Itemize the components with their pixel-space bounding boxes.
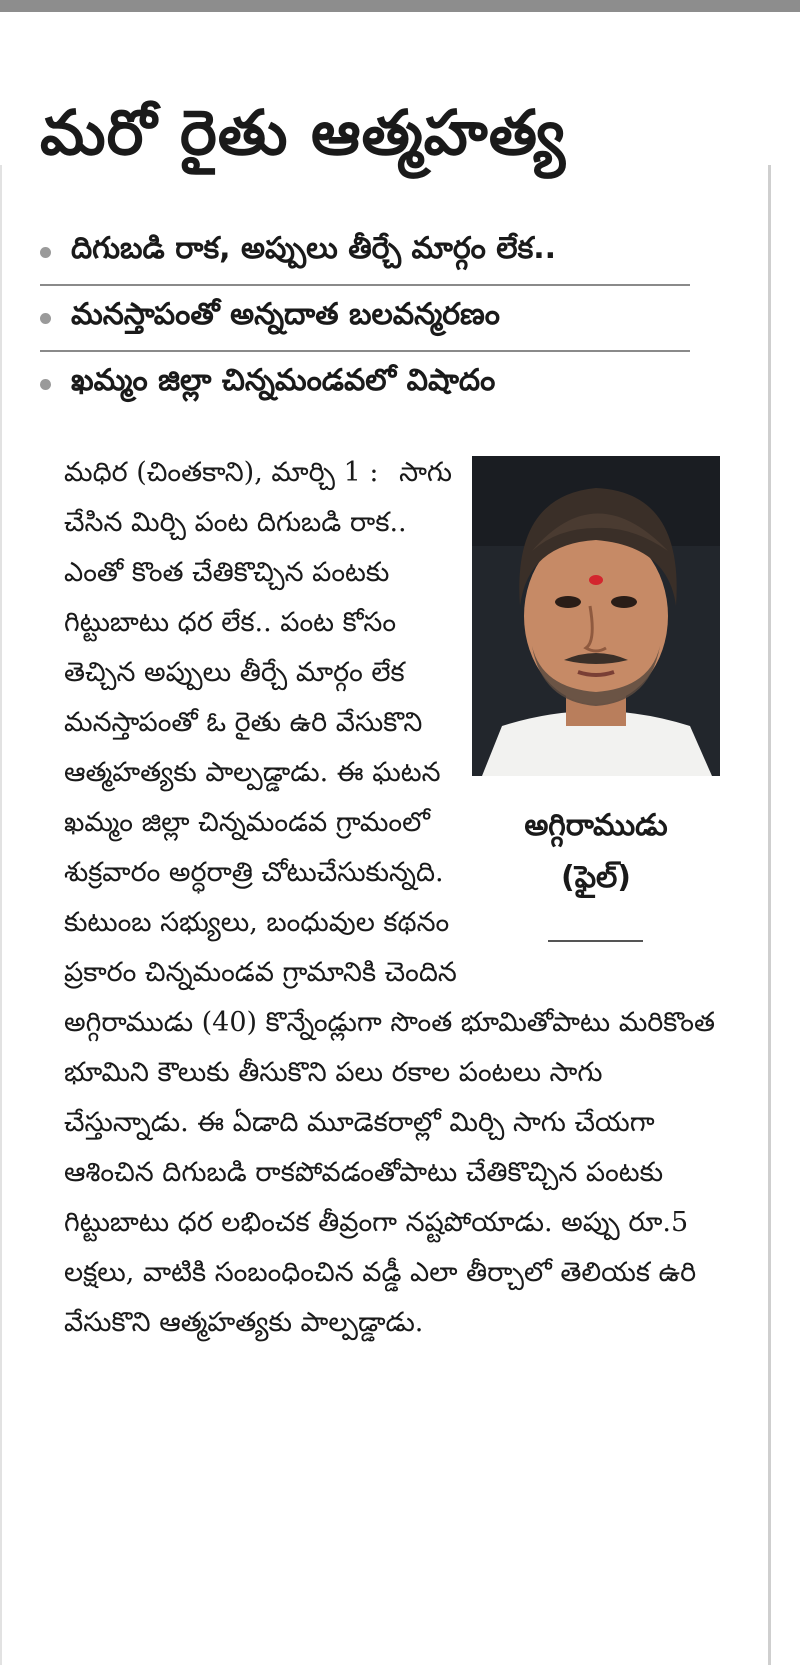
bullet-icon (40, 313, 51, 324)
subheading-1 (40, 220, 690, 286)
headline: మరో రైతు ఆత్మహత్య (40, 96, 567, 169)
dateline: మధిర (చింతకాని), మార్చి 1 : (64, 457, 379, 488)
subheadings (40, 220, 690, 416)
caption-tag: (ఫైల్) (560, 860, 632, 895)
article-body (64, 448, 728, 1348)
subheading-text: మనస్తాపంతో అన్నదాత బలవన్మరణం (71, 297, 501, 332)
caption-name: అగ్గిరాముడు (524, 808, 668, 843)
subheading-3 (40, 352, 690, 416)
body-text: సాగు చేసిన మిర్చి పంట దిగుబడి రాక.. ఎంతో కొంత చేతికొచ్చిన పంటకు గిట్టుబాటు ధర లేక.. పంట కోసం తెచ్చిన అప్పులు తీర్చే మార్గం లేక మనస్తాపంతో ఓ రైతు ఉరి వేసుకొని ఆత్మహత్యకు పాల్పడ్డాడు. ఈ ఘటన ఖమ్మం జిల్లా చిన్నమండవ గ్రామంలో శుక్రవారం అర్ధరాత్రి చోటుచేసుకున్నది. కుటుంబ సభ్యులు, బంధువుల కథనం ప్రకారం చిన్నమండవ గ్రామానికి చెందిన అగ్గిరాముడు (40) కొన్నేండ్లుగా సొంత భూమితోపాటు మరికొంత భూమిని కౌలుకు తీసుకొని పలు రకాల పంటలు సాగు చేస్తున్నాడు. ఈ ఏడాది మూడెకరాల్లో మిర్చి సాగు చేయగా ఆశించిన దిగుబడి రాకపోవడంతోపాటు చేతికొచ్చిన పంటకు గిట్టుబాటు ధర లభించక తీవ్రంగా నష్టపోయాడు. అప్పు రూ.5 లక్షలు, వాటికి సంబంధించిన వడ్డీ ఎలా తీర్చాలో తెలియక ఉరి వేసుకొని ఆత్మహత్యకు పాల్పడ్డాడు. (64, 457, 715, 1338)
left-column-rule (0, 165, 2, 1665)
subheading-2 (40, 286, 690, 352)
subheading-text: దిగుబడి రాక, అప్పులు తీర్చే మార్గం లేక.. (71, 231, 557, 266)
bullet-icon (40, 379, 51, 390)
right-column-rule (768, 165, 771, 1665)
subheading-text: ఖమ్మం జిల్లా చిన్నమండవలో విషాదం (71, 363, 496, 398)
top-border-bar (0, 0, 800, 12)
bullet-icon (40, 247, 51, 258)
